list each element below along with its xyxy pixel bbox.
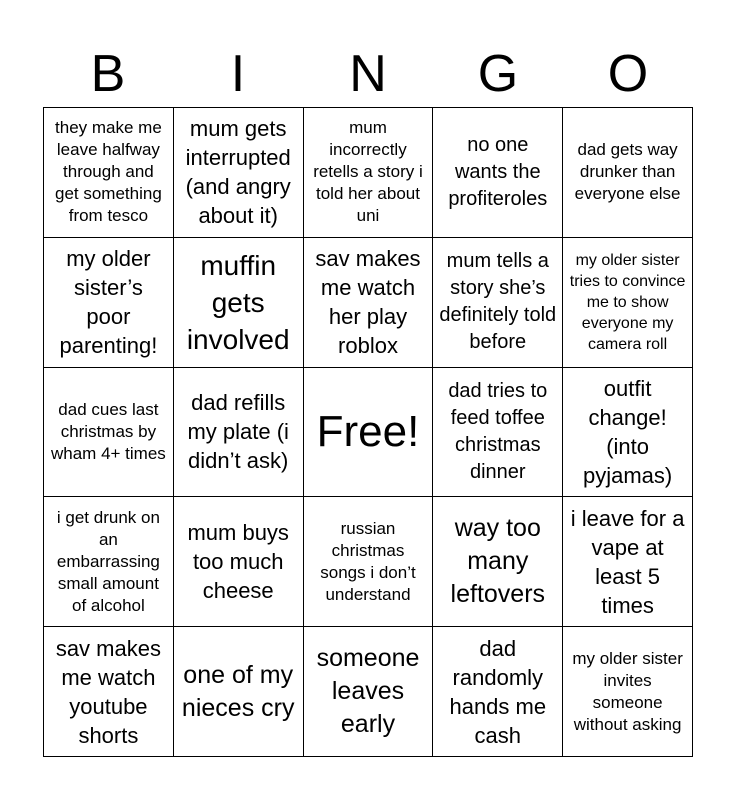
header-letter-n: N bbox=[349, 45, 387, 103]
header-letter-o: O bbox=[607, 45, 649, 103]
cell-text: dad tries to feed toffee christmas dinner bbox=[448, 379, 548, 483]
cell-text: dad refills my plate (i didn’t ask) bbox=[187, 390, 289, 474]
header-letter-i: I bbox=[230, 45, 246, 103]
cell-text: outfit change! (into pyjamas) bbox=[582, 375, 673, 488]
bingo-cell-r5c4[interactable] bbox=[433, 627, 563, 757]
cell-text: mum tells a story she’s definitely told before bbox=[439, 250, 557, 354]
cell-text: muffin gets involved bbox=[186, 249, 290, 355]
header-letter-g: G bbox=[477, 45, 519, 103]
bingo-cell-r2c1[interactable] bbox=[44, 238, 174, 368]
bingo-cell-free[interactable] bbox=[304, 368, 434, 498]
cell-text: mum incorrectly retells a story i told her about uni bbox=[313, 118, 423, 226]
bingo-cell-r2c2[interactable] bbox=[174, 238, 304, 368]
cell-text: i get drunk on an embarrassing small amount of alcohol bbox=[56, 507, 160, 615]
free-space-text: Free! bbox=[316, 406, 420, 456]
bingo-cell-r4c3[interactable] bbox=[304, 497, 434, 627]
bingo-cell-r3c1[interactable] bbox=[44, 368, 174, 498]
cell-text: my older sister’s poor parenting! bbox=[59, 246, 158, 359]
cell-text: dad gets way drunker than everyone else bbox=[574, 140, 681, 204]
cell-text: one of my nieces cry bbox=[181, 660, 295, 722]
cell-text: dad cues last christmas by wham 4+ times bbox=[51, 399, 166, 463]
header-letter-b: B bbox=[90, 45, 126, 103]
bingo-cell-r5c1[interactable] bbox=[44, 627, 174, 757]
bingo-cell-r5c2[interactable] bbox=[174, 627, 304, 757]
cell-text: i leave for a vape at least 5 times bbox=[570, 505, 685, 618]
bingo-cell-r2c5[interactable] bbox=[563, 238, 693, 368]
cell-text: russian christmas songs i don’t understand bbox=[320, 518, 416, 604]
cell-text: no one wants the profiteroles bbox=[448, 133, 548, 210]
bingo-cell-r2c4[interactable] bbox=[433, 238, 563, 368]
cell-text: my older sister invites someone without asking bbox=[572, 648, 683, 734]
cell-text: sav makes me watch her play roblox bbox=[315, 246, 421, 359]
cell-text: way too many leftovers bbox=[450, 514, 546, 609]
bingo-cell-r5c3[interactable] bbox=[304, 627, 434, 757]
bingo-cell-r3c4[interactable] bbox=[433, 368, 563, 498]
cell-text: my older sister tries to convince me to show everyone my camera roll bbox=[569, 251, 686, 353]
cell-text: mum gets interrupted (and angry about it) bbox=[185, 116, 291, 229]
bingo-cell-r4c5[interactable] bbox=[563, 497, 693, 627]
bingo-cell-r5c5[interactable] bbox=[563, 627, 693, 757]
bingo-cell-r1c5[interactable] bbox=[563, 108, 693, 238]
cell-text: they make me leave halfway through and get something from tesco bbox=[55, 118, 162, 226]
cell-text: mum buys too much cheese bbox=[187, 520, 289, 604]
bingo-header bbox=[43, 42, 693, 106]
bingo-cell-r3c5[interactable] bbox=[563, 368, 693, 498]
bingo-cell-r3c2[interactable] bbox=[174, 368, 304, 498]
cell-text: dad randomly hands me cash bbox=[449, 635, 547, 748]
bingo-cell-r1c2[interactable] bbox=[174, 108, 304, 238]
bingo-cell-r1c1[interactable] bbox=[44, 108, 174, 238]
bingo-cell-r4c1[interactable] bbox=[44, 497, 174, 627]
cell-text: sav makes me watch youtube shorts bbox=[55, 635, 161, 748]
bingo-cell-r4c4[interactable] bbox=[433, 497, 563, 627]
bingo-cell-r4c2[interactable] bbox=[174, 497, 304, 627]
bingo-cell-r1c3[interactable] bbox=[304, 108, 434, 238]
bingo-cell-r2c3[interactable] bbox=[304, 238, 434, 368]
bingo-grid bbox=[43, 107, 693, 757]
cell-text: someone leaves early bbox=[316, 644, 420, 739]
bingo-cell-r1c4[interactable] bbox=[433, 108, 563, 238]
